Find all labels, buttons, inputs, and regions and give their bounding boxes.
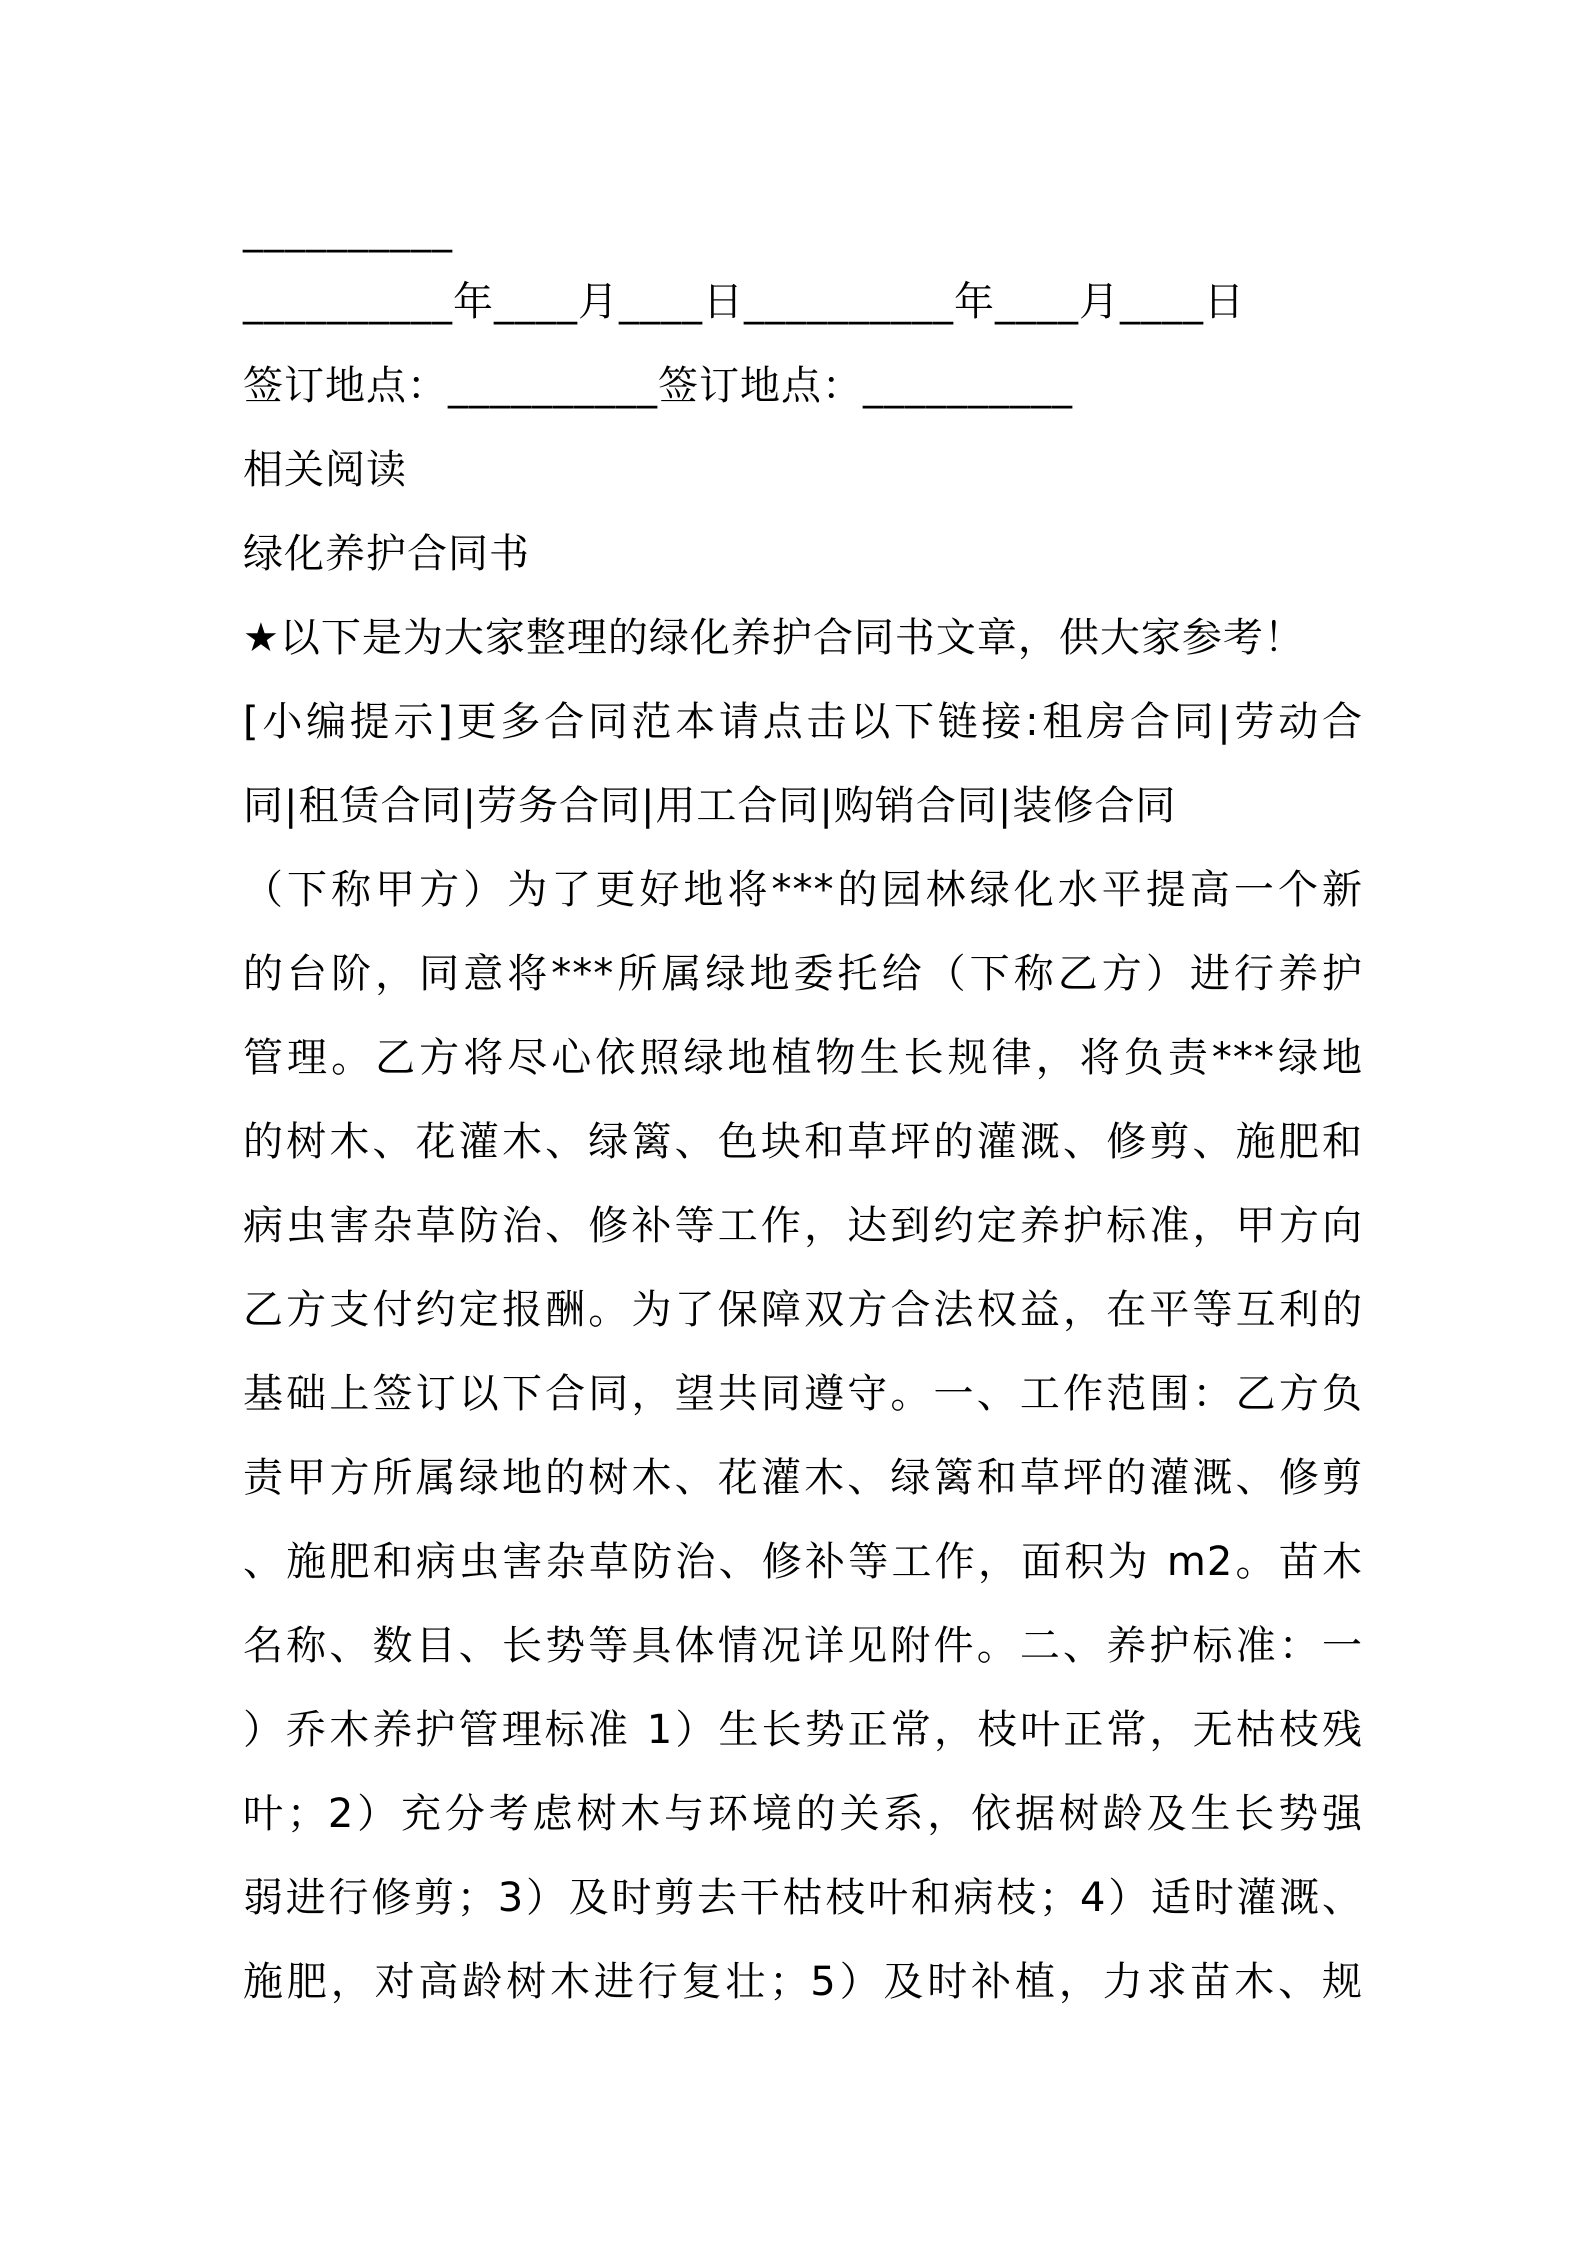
editor-tip-line: [小编提示]更多合同范本请点击以下链接:租房合同|劳动合 (243, 699, 1363, 745)
body-line: 叶；2）充分考虑树木与环境的关系，依据树龄及生长势强 (243, 1791, 1363, 1837)
body-line: 、施肥和病虫害杂草防治、修补等工作，面积为 m2。苗木 (243, 1539, 1363, 1585)
body-line: ）乔木养护管理标准 1）生长势正常，枝叶正常，无枯枝残 (243, 1707, 1363, 1753)
contract-links-line: 同|租赁合同|劳务合同|用工合同|购销合同|装修合同 (243, 783, 1177, 829)
body-line: 弱进行修剪；3）及时剪去干枯枝叶和病枝；4）适时灌溉、 (243, 1875, 1363, 1921)
body-line: 管理。乙方将尽心依照绿地植物生长规律，将负责***绿地 (243, 1035, 1363, 1081)
body-line: 施肥，对高龄树木进行复壮；5）及时补植，力求苗木、规 (243, 1959, 1363, 2005)
body-line: 基础上签订以下合同，望共同遵守。一、工作范围：乙方负 (243, 1371, 1363, 1417)
body-line: 乙方支付约定报酬。为了保障双方合法权益，在平等互利的 (243, 1287, 1363, 1333)
body-line: （下称甲方）为了更好地将***的园林绿化水平提高一个新 (243, 867, 1363, 913)
document-page (243, 200, 1363, 2024)
body-line: 名称、数目、长势等具体情况详见附件。二、养护标准：一 (243, 1623, 1363, 1669)
related-reading-heading: 相关阅读 (243, 447, 407, 493)
date-line: __________年____月____日__________年____月____日 (243, 279, 1245, 325)
body-line: 病虫害杂草防治、修补等工作，达到约定养护标准，甲方向 (243, 1203, 1363, 1249)
body-line: 责甲方所属绿地的树木、花灌木、绿篱和草坪的灌溉、修剪 (243, 1455, 1363, 1501)
intro-line: ★以下是为大家整理的绿化养护合同书文章，供大家参考！ (243, 615, 1305, 661)
body-line: 的树木、花灌木、绿篱、色块和草坪的灌溉、修剪、施肥和 (243, 1119, 1363, 1165)
signing-place-line: 签订地点：__________签订地点：__________ (243, 363, 1073, 409)
article-title: 绿化养护合同书 (243, 531, 530, 577)
body-line: 的台阶，同意将***所属绿地委托给（下称乙方）进行养护 (243, 951, 1363, 997)
signature-blank-line: __________ (243, 207, 453, 253)
